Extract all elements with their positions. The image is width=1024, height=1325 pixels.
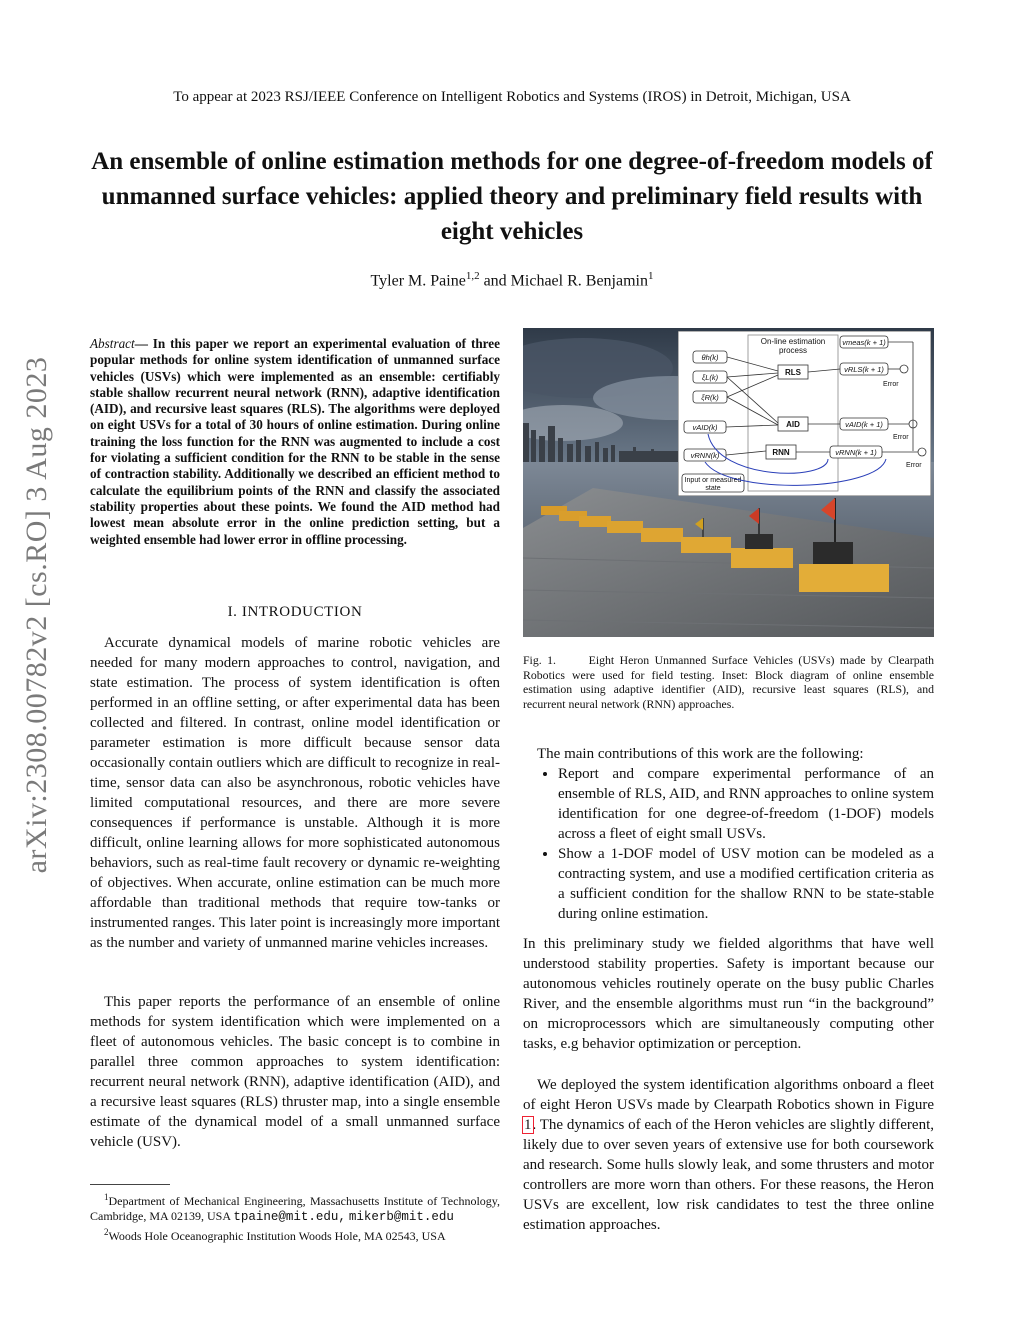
figure-reference-link[interactable]: 1 (524, 1117, 532, 1133)
right-p3-part-b: . The dynamics of each of the Heron vehicles are slightly different, likely due to over seven years of extensive use for both coursework and research. Some hulls slowly leak, and some thrusters and motor controllers are more worn than others. For these reasons, the Heron USVs are excellent, low risk candidates to test the three online estimation approaches. (523, 1117, 934, 1233)
caption-text: Eight Heron Unmanned Surface Vehicles (USVs) made by Clearpath Robotics were used for field testing. Inset: Block diagram of online ensemble estimation using adaptive identifier (AID), recursive least squares (RLS), and recurrent neural network (RNN) approaches. (523, 653, 934, 711)
email-2[interactable]: mikerb@mit.edu (348, 1210, 454, 1224)
intro-paragraph-2 (90, 992, 500, 1152)
author-separator: and (479, 272, 511, 290)
inset-input-vaid: vAID(k) (692, 423, 718, 432)
figure-1 (523, 328, 934, 637)
inset-online-title-2: process (778, 346, 808, 355)
right-p3-text (523, 1075, 934, 1235)
contributions-block (523, 744, 934, 924)
inset-out-vmeas: vmeas(k + 1) (842, 338, 886, 347)
right-p2-text: In this preliminary study we fielded algorithms that have well understood stability properties. Safety is important because our autonomous vehicles routinely operate on the busy public Charles River, and the ensemble algorithms must run “in the background” on microprocessors which are simultaneously computing other tasks, e.g behavior optimization or perception. (523, 936, 934, 1052)
author-1-affil: 1,2 (465, 270, 480, 282)
author-1: Tyler M. Paine (370, 272, 466, 290)
paper-title: An ensemble of online estimation methods for one degree-of-freedom models of unmanned surface vehicles: applied theory and preliminary field results with eight vehicles (91, 148, 933, 245)
footnote-1-text: Department of Mechanical Engineering, Massachusetts Institute of Technology, Cambridge, MA 02139, USA (90, 1194, 500, 1223)
right-paragraph-3 (523, 1075, 934, 1235)
caption-label: Fig. 1. (523, 653, 556, 667)
contribution-item-2: • Show a 1-DOF model of USV motion can be modeled as a contracting system, and use a modified certification criteria as a sufficient condition for the shallow RNN to be state-stable during online estimation. (558, 844, 934, 924)
footnote-2-mark: 2 (104, 1227, 109, 1237)
inset-input-xil: ξL(k) (701, 373, 719, 382)
inset-block-diagram (678, 331, 931, 496)
contribution-item-1: • Report and compare experimental performance of an ensemble of RLS, AID, and RNN approaches to online system identification for one degree-of-freedom (1-DOF) models across a fleet of eight small USVs. (558, 764, 934, 844)
inset-legend-2: state (705, 485, 721, 492)
footnote-2-text: Woods Hole Oceanographic Institution Woods Hole, MA 02543, USA (108, 1229, 446, 1243)
intro-p1-text: Accurate dynamical models of marine robotic vehicles are needed for many modern approaches to control, navigation, and state estimation. The process of system identification is often performed in an offline setting, or after experimental data has been collected and filtered. In contrast, online model identification or parameter estimation is more difficult because sensor data occasionally contain outliers which are difficult to recognize in real-time, sensor data can also be asynchronous, robotic vehicles have limited computational resources, and there are more severe consequences if performance is unstable. Although it is more difficult, online learning allows for more sophisticated autonomous behaviors, such as real-time fault recovery or dynamic re-weighting of objectives. When accurate, online estimation can be much more affordable than traditional methods that require tow-tanks or instrumented ranges. This later point is increasingly more important as the number and variety of unmanned marine vehicles increases. (90, 635, 500, 951)
abstract (90, 336, 500, 548)
inset-input-theta: θh(k) (701, 353, 719, 362)
footnote-1 (90, 1190, 500, 1225)
email-1[interactable]: tpaine@mit.edu, (233, 1210, 346, 1224)
right-p3-part-a: We deployed the system identification algorithms onboard a fleet of eight Heron USVs made by Clearpath Robotics shown in Figure (523, 1077, 934, 1113)
inset-error-3: Error (906, 462, 922, 469)
inset-error-2: Error (893, 434, 909, 441)
footnote-divider (90, 1184, 170, 1185)
section-heading-introduction: I. INTRODUCTION (227, 604, 363, 620)
right-paragraph-2 (523, 934, 934, 1054)
inset-input-xir: ξR(k) (701, 393, 719, 402)
author-2: Michael R. Benjamin (510, 272, 648, 290)
venue-line: To appear at 2023 RSJ/IEEE Conference on Intelligent Robotics and Systems (IROS) in Detroit, Michigan, USA (173, 89, 851, 105)
contributions-list (523, 764, 934, 924)
inset-out-vaid: vAID(k + 1) (845, 420, 883, 429)
abstract-text: — In this paper we report an experimental evaluation of three popular methods for online system identification of unmanned surface vehicles (USVs) which were implemented as an ensemble: certifiably stable shallow recurrent neural network (RNN), adaptive identification (AID), and recursive least squares (RLS). The algorithms were deployed on eight USVs for a total of 30 hours of online estimation. During online training the loss function for the RNN was augmented to include a cost for violating a sufficient condition for the RNN to be stable in the sense of contraction stability. Additionally we described an efficient method to calculate the equilibrium points of the RNN and classify the associated stability properties about these points. We found the AID method had lowest mean absolute error in the online prediction setting, but a weighted ensemble had lower error in offline processing. (90, 336, 500, 547)
figure-1-caption (523, 653, 934, 711)
inset-block-aid: AID (786, 420, 800, 429)
contributions-intro: The main contributions of this work are the following: (537, 746, 864, 762)
inset-block-rls: RLS (785, 368, 801, 377)
author-line (0, 270, 1024, 290)
intro-paragraph-1 (90, 633, 500, 953)
arxiv-stamp: arXiv:2308.00782v2 [cs.RO] 3 Aug 2023 (20, 356, 53, 874)
inset-legend-1: Input or measured (684, 477, 742, 484)
inset-out-vrnn: vRNN(k + 1) (835, 448, 877, 457)
abstract-label: Abstract (90, 336, 135, 351)
inset-block-rnn: RNN (772, 448, 790, 457)
footnote-2 (90, 1225, 500, 1244)
intro-p2-text: This paper reports the performance of an ensemble of online methods for system identification which were implemented on a fleet of autonomous vehicles. The basic concept is to combine in parallel three common approaches to system identification: recurrent neural network (RNN), adaptive identification (AID), and a recursive least squares (RLS) thruster map, into a single ensemble estimate of the dynamical model of a small unmanned surface vehicle (USV). (90, 994, 500, 1150)
author-2-affil: 1 (647, 270, 654, 282)
inset-online-title-1: On-line estimation (760, 337, 826, 346)
inset-input-vrnn: vRNN(k) (690, 451, 720, 460)
inset-out-vrls: vRLS(k + 1) (844, 365, 884, 374)
footnotes (90, 1190, 500, 1244)
inset-error-1: Error (883, 381, 899, 388)
footnote-1-mark: 1 (104, 1192, 109, 1202)
